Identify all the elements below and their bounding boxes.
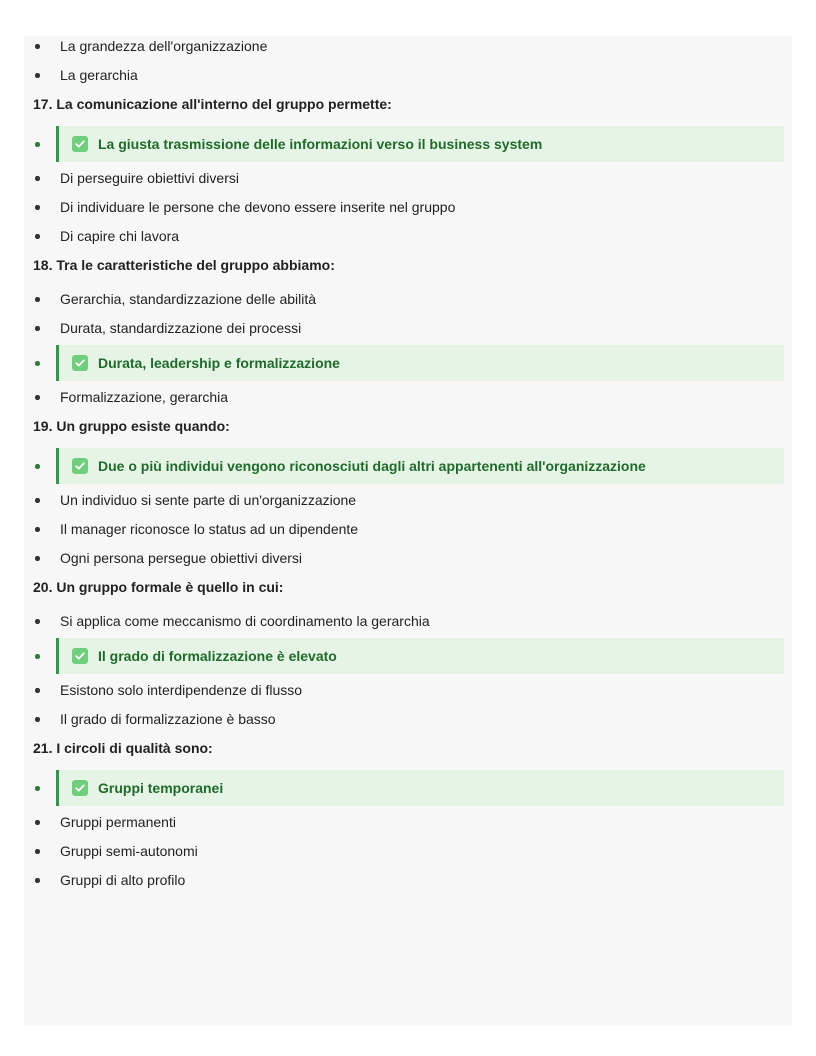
checkbox-checked-icon — [72, 780, 88, 796]
bullet-icon — [35, 44, 40, 49]
bullet-icon — [35, 176, 40, 181]
option-item — [24, 680, 792, 700]
question-title: 20. Un gruppo formale è quello in cui: — [33, 579, 284, 595]
question-title: 17. La comunicazione all'interno del gruppo permette: — [33, 96, 392, 112]
option-text: Di perseguire obiettivi diversi — [60, 170, 239, 186]
correct-option-item — [24, 126, 792, 162]
bullet-icon — [35, 395, 40, 400]
checkbox-checked-icon — [72, 458, 88, 474]
bullet-icon — [35, 878, 40, 883]
bullet-icon — [35, 786, 40, 791]
correct-answer-box — [56, 638, 784, 674]
option-item — [24, 870, 792, 890]
option-text: Si applica come meccanismo di coordinamento la gerarchia — [60, 613, 430, 629]
correct-option-item — [24, 770, 792, 806]
option-item — [24, 289, 792, 309]
option-text: Il manager riconosce lo status ad un dipendente — [60, 521, 359, 537]
option-text: La grandezza dell'organizzazione — [60, 38, 268, 54]
bullet-icon — [35, 326, 40, 331]
bullet-icon — [35, 73, 40, 78]
option-item — [24, 519, 792, 539]
option-item — [24, 65, 792, 85]
question-title: 18. Tra le caratteristiche del gruppo abbiamo: — [33, 257, 335, 273]
bullet-icon — [35, 556, 40, 561]
option-text: La gerarchia — [60, 67, 138, 83]
bullet-icon — [35, 297, 40, 302]
correct-option-item — [24, 345, 792, 381]
option-item — [24, 841, 792, 861]
option-item — [24, 611, 792, 631]
option-list — [24, 289, 792, 407]
option-item — [24, 548, 792, 568]
bullet-icon — [35, 205, 40, 210]
bullet-icon — [35, 142, 40, 147]
option-item — [24, 490, 792, 510]
option-item — [24, 168, 792, 188]
correct-answer-text: Durata, leadership e formalizzazione — [98, 355, 340, 371]
correct-answer-box — [56, 345, 784, 381]
correct-answer-text: Gruppi temporanei — [98, 780, 224, 796]
option-list — [24, 126, 792, 246]
option-text: Il grado di formalizzazione è basso — [60, 711, 276, 727]
bullet-icon — [35, 717, 40, 722]
bullet-icon — [35, 654, 40, 659]
option-text: Gerarchia, standardizzazione delle abilità — [60, 291, 317, 307]
option-item — [24, 197, 792, 217]
option-list — [24, 770, 792, 890]
correct-answer-box — [56, 770, 784, 806]
quiz-panel — [24, 36, 792, 1026]
option-text: Di individuare le persone che devono essere inserite nel gruppo — [60, 199, 456, 215]
bullet-icon — [35, 688, 40, 693]
option-list — [24, 448, 792, 568]
intro-option-list — [24, 36, 792, 85]
option-list — [24, 611, 792, 729]
correct-answer-box — [56, 448, 784, 484]
checkbox-checked-icon — [72, 355, 88, 371]
checkbox-checked-icon — [72, 648, 88, 664]
option-text: Gruppi permanenti — [60, 814, 176, 830]
option-item — [24, 387, 792, 407]
option-text: Di capire chi lavora — [60, 228, 180, 244]
option-item — [24, 709, 792, 729]
option-item — [24, 812, 792, 832]
correct-answer-box — [56, 126, 784, 162]
bullet-icon — [35, 464, 40, 469]
checkbox-checked-icon — [72, 136, 88, 152]
question-title: 19. Un gruppo esiste quando: — [33, 418, 230, 434]
option-item — [24, 226, 792, 246]
bullet-icon — [35, 849, 40, 854]
bullet-icon — [35, 527, 40, 532]
bullet-icon — [35, 361, 40, 366]
option-text: Esistono solo interdipendenze di flusso — [60, 682, 303, 698]
bullet-icon — [35, 234, 40, 239]
correct-answer-text: La giusta trasmissione delle informazioni verso il business system — [98, 136, 543, 152]
correct-answer-text: Due o più individui vengono riconosciuti dagli altri appartenenti all'organizzazione — [98, 458, 646, 474]
option-text: Un individuo si sente parte di un'organizzazione — [60, 492, 357, 508]
correct-option-item — [24, 448, 792, 484]
correct-answer-text: Il grado di formalizzazione è elevato — [98, 648, 337, 664]
correct-option-item — [24, 638, 792, 674]
option-text: Gruppi di alto profilo — [60, 872, 186, 888]
option-text: Durata, standardizzazione dei processi — [60, 320, 302, 336]
bullet-icon — [35, 498, 40, 503]
bullet-icon — [35, 820, 40, 825]
option-item — [24, 36, 792, 56]
option-text: Gruppi semi-autonomi — [60, 843, 198, 859]
bullet-icon — [35, 619, 40, 624]
option-text: Formalizzazione, gerarchia — [60, 389, 229, 405]
option-item — [24, 318, 792, 338]
question-title: 21. I circoli di qualità sono: — [33, 740, 213, 756]
option-text: Ogni persona persegue obiettivi diversi — [60, 550, 303, 566]
